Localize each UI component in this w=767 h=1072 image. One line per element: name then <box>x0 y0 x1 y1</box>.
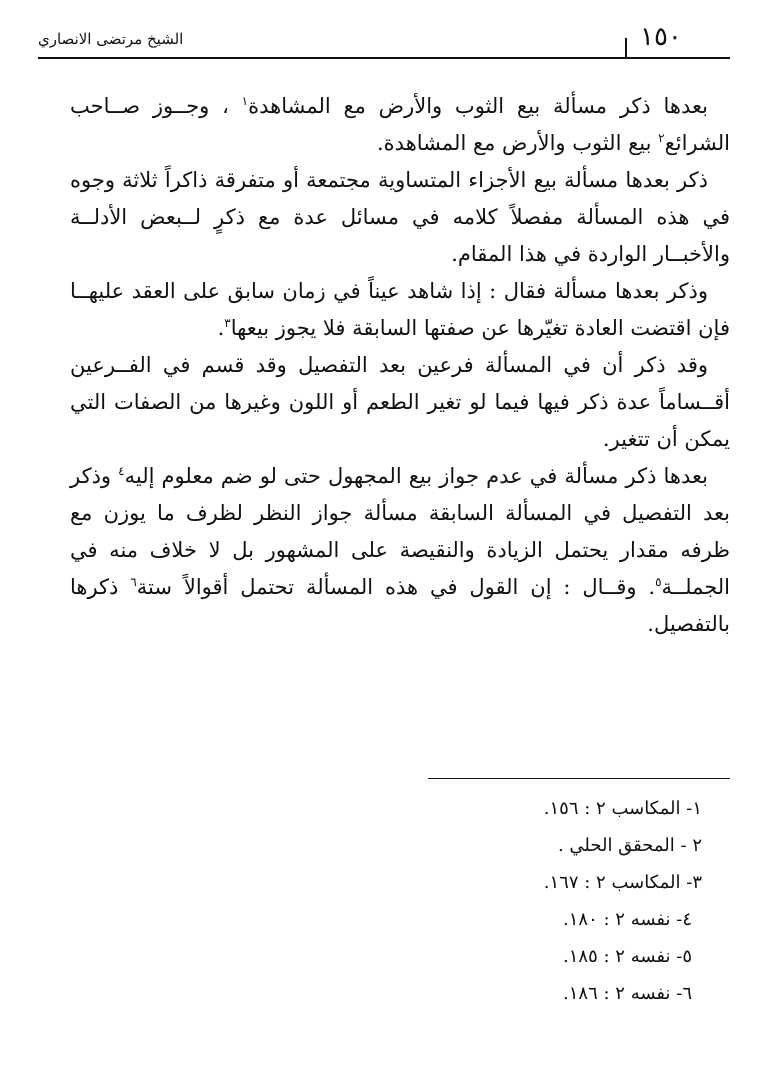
footnote-separator <box>428 778 730 779</box>
text-segment: وذكر بعدها مسألة فقال : إذا شاهد عيناً في زمان سابق على العقد عليهــا فإن اقتضت العادة تغيّرها عن صفتها السابقة فلا يجوز بيعها <box>70 279 730 340</box>
footnote-marker: ٣ <box>224 316 231 330</box>
text-segment: ذكرها بالتفصيل. <box>70 575 730 636</box>
text-segment: وقد ذكر أن في المسألة فرعين بعد التفصيل وقد قسم في الفــرعين أقــساماً عدة ذكر فيها فيما لو تغير الطعم أو اللون وغيرها من الصفات التي يمكن أن تتغير. <box>70 353 730 451</box>
paragraph <box>70 162 730 273</box>
text-segment: بيع الثوب والأرض مع المشاهدة. <box>377 131 659 155</box>
header-tick-mark <box>625 38 627 58</box>
footnote-marker: ١ <box>241 94 249 108</box>
footnote-item: ٦- نفسه ٢ : ١٨٦. <box>563 983 692 1004</box>
footnote-marker: ٢ <box>658 131 665 145</box>
body-text <box>70 88 730 643</box>
paragraph <box>70 88 730 162</box>
footnote-item: ٥- نفسه ٢ : ١٨٥. <box>563 946 692 967</box>
text-segment: بعدها ذكر مسألة بيع الثوب والأرض مع المشاهدة <box>248 94 709 118</box>
page-number: ١٥٠ <box>640 22 682 52</box>
text-segment: وذكر بعد التفصيل في المسألة السابقة مسألة جواز النظر لظرف ما يوزن مع ظرفه مقدار يحتمل الزيادة والنقيصة على المشهور بل لا خلاف منه في الجملــة <box>70 464 730 599</box>
footnote-marker: ٦ <box>130 575 137 589</box>
text-segment: ، وجــوز صــاحب الشرائع <box>70 94 730 155</box>
paragraph <box>70 273 730 347</box>
paragraph <box>70 347 730 458</box>
text-segment: . وقــال : إن القول في هذه المسألة تحتمل أقوالاً ستة <box>136 575 656 599</box>
footnote-marker: ٥ <box>655 575 662 589</box>
footnotes-list <box>420 790 702 1012</box>
header-rule <box>38 57 730 59</box>
footnote-item: ٣- المكاسب ٢ : ١٦٧. <box>543 872 702 893</box>
text-segment: بعدها ذكر مسألة في عدم جواز بيع المجهول حتى لو ضم معلوم إليه <box>124 464 708 488</box>
footnote-item: ١- المكاسب ٢ : ١٥٦. <box>543 798 702 819</box>
running-head-author: الشيخ مرتضى الانصاري <box>38 30 184 48</box>
text-segment: ذكر بعدها مسألة بيع الأجزاء المتساوية مجتمعة أو متفرقة ذاكراً ثلاثة وجوه في هذه المسألة مفصلاً كلامه في مسائل عدة مع ذكرٍ لــبعض الأدلــة والأخبــار الواردة في هذا المقام. <box>70 168 730 266</box>
paragraph <box>70 458 730 643</box>
footnote-item: ٢ - المحقق الحلي . <box>557 835 702 856</box>
footnote-item: ٤- نفسه ٢ : ١٨٠. <box>563 909 692 930</box>
text-segment: . <box>217 316 225 340</box>
footnote-marker: ٤ <box>118 464 125 478</box>
